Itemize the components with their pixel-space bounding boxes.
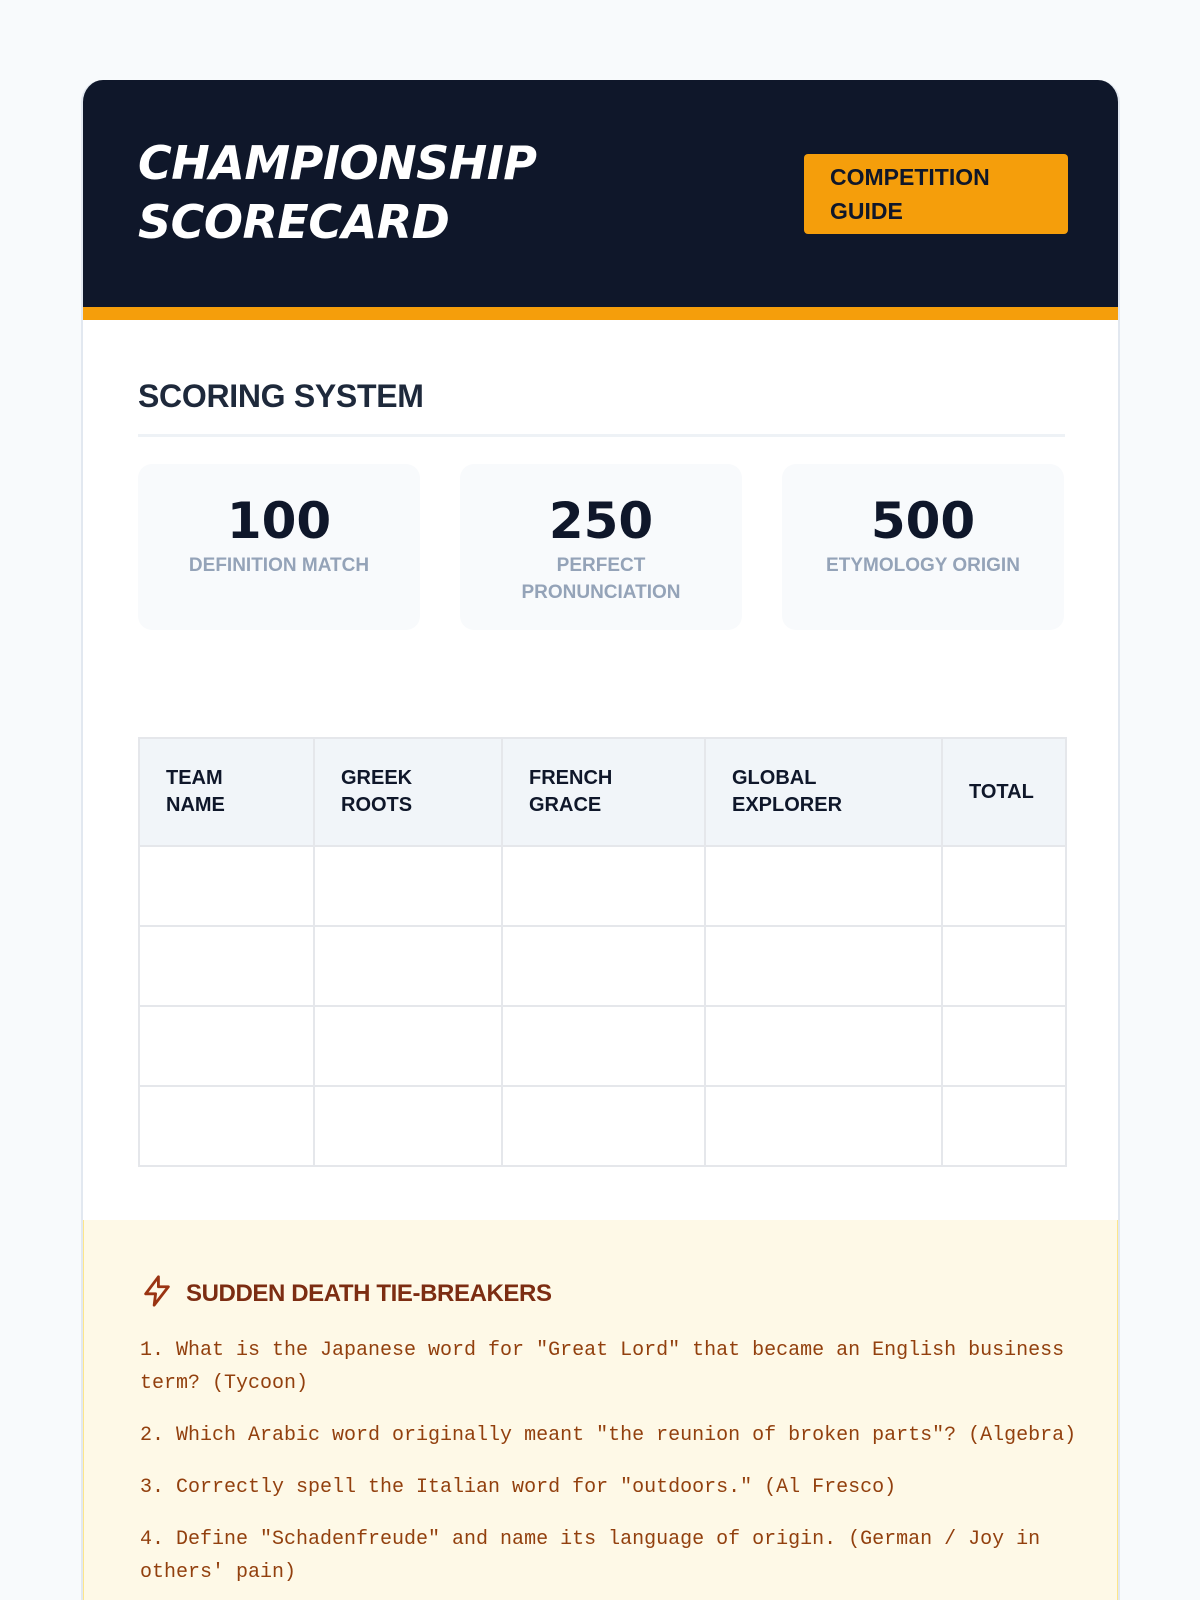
table-header-row bbox=[139, 738, 1066, 846]
list-item: 2. Which Arabic word originally meant "the reunion of broken parts"? (Algebra) bbox=[140, 1424, 1077, 1447]
title-line-1: CHAMPIONSHIP bbox=[138, 136, 537, 190]
header-french-grace: FRENCH GRACE bbox=[502, 738, 705, 846]
score-cell[interactable] bbox=[314, 1006, 502, 1086]
lightning-icon bbox=[140, 1274, 186, 1313]
score-cell[interactable] bbox=[705, 1006, 942, 1086]
table-row bbox=[139, 1006, 1066, 1086]
list-item: 4. Define "Schadenfreude" and name its language of origin. (German / Joy in others' pain) bbox=[140, 1528, 1041, 1584]
scorecard-header bbox=[81, 80, 1120, 320]
score-cell[interactable] bbox=[314, 926, 502, 1006]
tie-breakers-title: SUDDEN DEATH TIE-BREAKERS bbox=[186, 1279, 552, 1307]
score-value: 100 bbox=[226, 492, 332, 550]
score-card-definition bbox=[138, 464, 420, 630]
competition-guide-badge: COMPETITION GUIDE bbox=[804, 154, 1068, 234]
score-cell[interactable] bbox=[942, 846, 1066, 926]
table-row bbox=[139, 1086, 1066, 1166]
score-cell[interactable] bbox=[139, 1006, 314, 1086]
table-row bbox=[139, 926, 1066, 1006]
header-global-explorer: GLOBAL EXPLORER bbox=[705, 738, 942, 846]
list-item: 3. Correctly spell the Italian word for "outdoors." (Al Fresco) bbox=[140, 1476, 897, 1499]
score-value: 250 bbox=[548, 492, 654, 550]
score-cell[interactable] bbox=[942, 926, 1066, 1006]
section-divider bbox=[138, 434, 1065, 437]
score-cell[interactable] bbox=[502, 846, 705, 926]
tie-breaker-questions bbox=[140, 1334, 1080, 1600]
header-total: TOTAL bbox=[942, 738, 1066, 846]
title-line-2: SCORECARD bbox=[138, 195, 450, 249]
table-row bbox=[139, 846, 1066, 926]
header-greek-roots: GREEK ROOTS bbox=[314, 738, 502, 846]
score-cell[interactable] bbox=[942, 1086, 1066, 1166]
score-cell[interactable] bbox=[502, 1086, 705, 1166]
score-cell[interactable] bbox=[139, 926, 314, 1006]
score-label: PERFECT PRONUNCIATION bbox=[521, 555, 681, 603]
score-cell[interactable] bbox=[705, 926, 942, 1006]
tie-breakers-heading bbox=[140, 1274, 552, 1313]
page-title bbox=[138, 134, 598, 252]
score-cell[interactable] bbox=[139, 1086, 314, 1166]
score-card-pronunciation bbox=[460, 464, 742, 630]
score-cell[interactable] bbox=[502, 1006, 705, 1086]
scoring-system-title: SCORING SYSTEM bbox=[138, 378, 424, 414]
score-table bbox=[138, 737, 1067, 1167]
tie-breakers-section bbox=[81, 1220, 1120, 1600]
score-cell[interactable] bbox=[705, 1086, 942, 1166]
score-cell[interactable] bbox=[314, 1086, 502, 1166]
score-value: 500 bbox=[870, 492, 976, 550]
score-cell[interactable] bbox=[502, 926, 705, 1006]
score-cell[interactable] bbox=[705, 846, 942, 926]
scorecard bbox=[81, 80, 1120, 1600]
list-item: 1. What is the Japanese word for "Great Lord" that became an English business term? (Tycoon) bbox=[140, 1339, 1065, 1395]
score-cell[interactable] bbox=[314, 846, 502, 926]
score-cell[interactable] bbox=[942, 1006, 1066, 1086]
score-label: ETYMOLOGY ORIGIN bbox=[826, 555, 1020, 576]
score-cell[interactable] bbox=[139, 846, 314, 926]
score-label: DEFINITION MATCH bbox=[188, 555, 370, 576]
score-card-etymology bbox=[782, 464, 1064, 630]
header-team-name: TEAM NAME bbox=[139, 738, 314, 846]
